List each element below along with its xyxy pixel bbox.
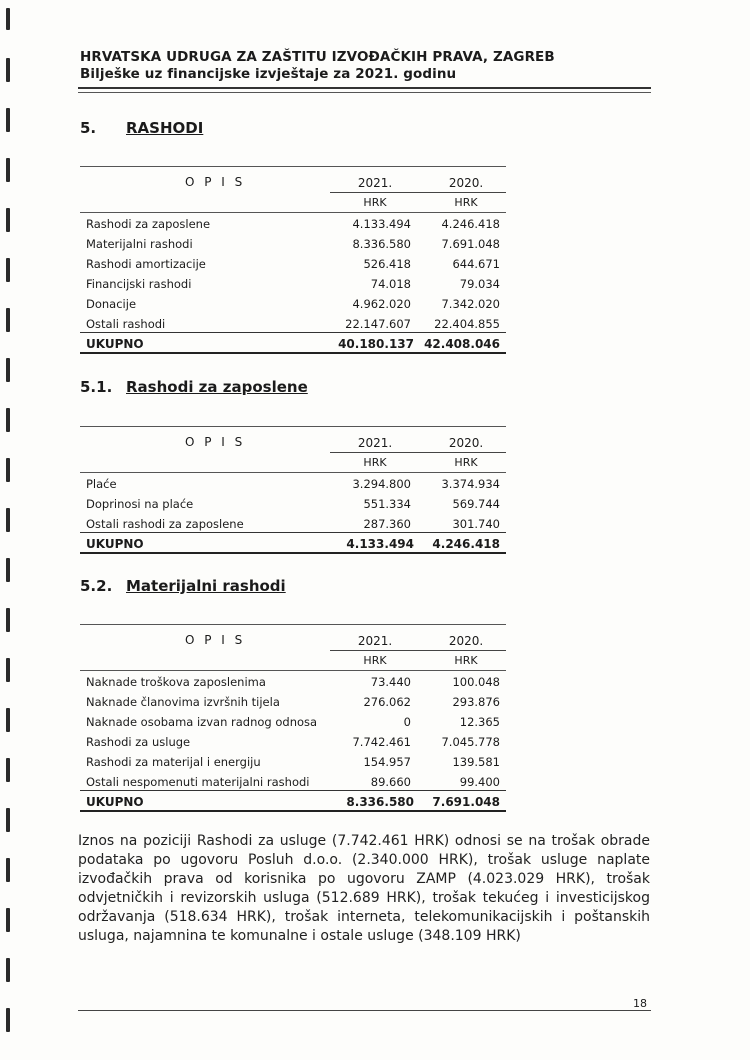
row-label: Naknade članovima izvršnih tijela <box>86 695 280 709</box>
column-header-2020: 2020. <box>448 634 484 648</box>
total-2020: 4.246.418 <box>432 537 500 551</box>
binder-mark <box>6 58 10 82</box>
total-label: UKUPNO <box>86 337 144 351</box>
binder-mark <box>6 658 10 682</box>
total-2020: 7.691.048 <box>432 795 500 809</box>
binder-mark <box>6 958 10 982</box>
page-number: 18 <box>633 997 647 1010</box>
column-header-2021: 2021. <box>357 176 393 190</box>
value-2020: 100.048 <box>452 675 500 689</box>
currency-2020: HRK <box>454 196 478 209</box>
currency-2020: HRK <box>454 654 478 667</box>
value-2020: 79.034 <box>459 277 500 291</box>
table-row <box>80 752 506 772</box>
value-2020: 7.342.020 <box>441 297 500 311</box>
binder-mark <box>6 908 10 932</box>
table-row <box>80 314 506 334</box>
binder-mark <box>6 558 10 582</box>
value-2020: 7.691.048 <box>441 237 500 251</box>
value-2021: 526.418 <box>363 257 411 271</box>
value-2021: 22.147.607 <box>345 317 411 331</box>
total-underline <box>80 352 506 354</box>
section-heading: Rashodi za zaposlene <box>126 378 308 396</box>
column-header-2020: 2020. <box>448 436 484 450</box>
row-label: Rashodi za materijal i energiju <box>86 755 261 769</box>
table-row <box>80 234 506 254</box>
rows-bottom-rule <box>80 532 506 533</box>
value-2020: 301.740 <box>452 517 500 531</box>
value-2021: 276.062 <box>363 695 411 709</box>
row-label: Rashodi za usluge <box>86 735 191 749</box>
table-row <box>80 274 506 294</box>
table-row <box>80 712 506 732</box>
section-title <box>80 119 203 137</box>
row-label: Naknade osobama izvan radnog odnosa <box>86 715 318 729</box>
binder-mark <box>6 8 10 30</box>
page-header <box>80 49 555 83</box>
value-2020: 644.671 <box>452 257 500 271</box>
binder-mark <box>6 608 10 632</box>
row-label: Donacije <box>86 297 137 311</box>
document-subtitle: Bilješke uz financijske izvještaje za 2021. godinu <box>80 66 457 82</box>
row-label: Rashodi za zaposlene <box>86 217 211 231</box>
binder-mark <box>6 408 10 432</box>
table-row <box>80 474 506 494</box>
column-header-description: O P I S <box>185 435 246 449</box>
table-row <box>80 294 506 314</box>
table-row <box>80 692 506 712</box>
section-heading: Materijalni rashodi <box>126 577 286 595</box>
year-underline <box>330 650 506 651</box>
year-underline <box>330 452 506 453</box>
binder-mark <box>6 808 10 832</box>
column-header-2021: 2021. <box>357 436 393 450</box>
table-row <box>80 214 506 234</box>
binder-mark <box>6 258 10 282</box>
total-2020: 42.408.046 <box>424 337 500 351</box>
footer-divider <box>78 1010 651 1011</box>
value-2021: 154.957 <box>363 755 411 769</box>
section-title <box>80 577 286 595</box>
header-rule <box>80 472 506 473</box>
value-2020: 99.400 <box>459 775 500 789</box>
row-label: Financijski rashodi <box>86 277 192 291</box>
table-row <box>80 514 506 534</box>
column-header-description: O P I S <box>185 175 246 189</box>
binder-mark <box>6 308 10 332</box>
rows-bottom-rule <box>80 790 506 791</box>
value-2020: 569.744 <box>452 497 500 511</box>
section-heading: RASHODI <box>126 119 204 137</box>
value-2020: 7.045.778 <box>441 735 500 749</box>
currency-2021: HRK <box>363 654 387 667</box>
value-2021: 551.334 <box>363 497 411 511</box>
table-row <box>80 494 506 514</box>
value-2020: 293.876 <box>452 695 500 709</box>
value-2021: 74.018 <box>370 277 411 291</box>
total-2021: 40.180.137 <box>338 337 414 351</box>
organization-name: HRVATSKA UDRUGA ZA ZAŠTITU IZVOĐAČKIH PRAVA, ZAGREB <box>80 49 555 65</box>
section-number: 5.2. <box>80 577 113 595</box>
value-2021: 8.336.580 <box>352 237 411 251</box>
total-2021: 4.133.494 <box>346 537 414 551</box>
rows-bottom-rule <box>80 332 506 333</box>
currency-2021: HRK <box>363 456 387 469</box>
table-row <box>80 254 506 274</box>
binder-mark <box>6 508 10 532</box>
year-underline <box>330 192 506 193</box>
row-label: Ostali rashodi <box>86 317 166 331</box>
binder-mark <box>6 1008 10 1032</box>
row-label: Materijalni rashodi <box>86 237 193 251</box>
header-divider-thin <box>78 92 651 93</box>
binder-mark <box>6 708 10 732</box>
binder-mark <box>6 208 10 232</box>
total-2021: 8.336.580 <box>346 795 414 809</box>
section-number: 5.1. <box>80 378 113 396</box>
binder-mark <box>6 858 10 882</box>
binder-mark <box>6 358 10 382</box>
table-top-rule <box>80 624 506 625</box>
binder-mark <box>6 758 10 782</box>
binder-mark <box>6 458 10 482</box>
value-2021: 73.440 <box>370 675 411 689</box>
value-2021: 7.742.461 <box>352 735 411 749</box>
row-label: Doprinosi na plaće <box>86 497 194 511</box>
header-divider <box>78 87 651 89</box>
row-label: Ostali nespomenuti materijalni rashodi <box>86 775 310 789</box>
value-2021: 3.294.800 <box>352 477 411 491</box>
binder-mark <box>6 158 10 182</box>
value-2021: 89.660 <box>370 775 411 789</box>
value-2020: 4.246.418 <box>441 217 500 231</box>
value-2021: 4.133.494 <box>352 217 411 231</box>
total-label: UKUPNO <box>86 795 144 809</box>
section-number: 5. <box>80 119 97 137</box>
total-label: UKUPNO <box>86 537 144 551</box>
row-label: Plaće <box>86 477 117 491</box>
value-2021: 287.360 <box>363 517 411 531</box>
table-row <box>80 672 506 692</box>
row-label: Naknade troškova zaposlenima <box>86 675 266 689</box>
column-header-description: O P I S <box>185 633 246 647</box>
value-2020: 12.365 <box>459 715 500 729</box>
value-2021: 4.962.020 <box>352 297 411 311</box>
table-top-rule <box>80 426 506 427</box>
total-underline <box>80 810 506 812</box>
header-rule <box>80 212 506 213</box>
section-title <box>80 378 308 396</box>
header-rule <box>80 670 506 671</box>
currency-2020: HRK <box>454 456 478 469</box>
value-2021: 0 <box>403 715 411 729</box>
table-row <box>80 772 506 792</box>
row-label: Ostali rashodi za zaposlene <box>86 517 244 531</box>
binder-mark <box>6 108 10 132</box>
total-underline <box>80 552 506 554</box>
value-2020: 139.581 <box>452 755 500 769</box>
column-header-2021: 2021. <box>357 634 393 648</box>
value-2020: 3.374.934 <box>441 477 500 491</box>
column-header-2020: 2020. <box>448 176 484 190</box>
services-explanation-paragraph: Iznos na poziciji Rashodi za usluge (7.742.461 HRK) odnosi se na trošak obrade podataka po ugovoru Posluh d.o.o. (2.340.000 HRK), trošak usluge naplate izvođačkih prava od korisnika po ugovoru ZAMP (4.023.029 HRK), trošak odvjetničkih i revizorskih usluga (512.689 HRK), trošak tekućeg i investicijskog održavanja (518.634 HRK), trošak interneta, telekomunikacijskih i poštanskih usluga, najamnina te komunalne i ostale usluge (348.109 HRK) <box>78 833 650 944</box>
currency-2021: HRK <box>363 196 387 209</box>
table-top-rule <box>80 166 506 167</box>
value-2020: 22.404.855 <box>434 317 500 331</box>
row-label: Rashodi amortizacije <box>86 257 206 271</box>
table-row <box>80 732 506 752</box>
